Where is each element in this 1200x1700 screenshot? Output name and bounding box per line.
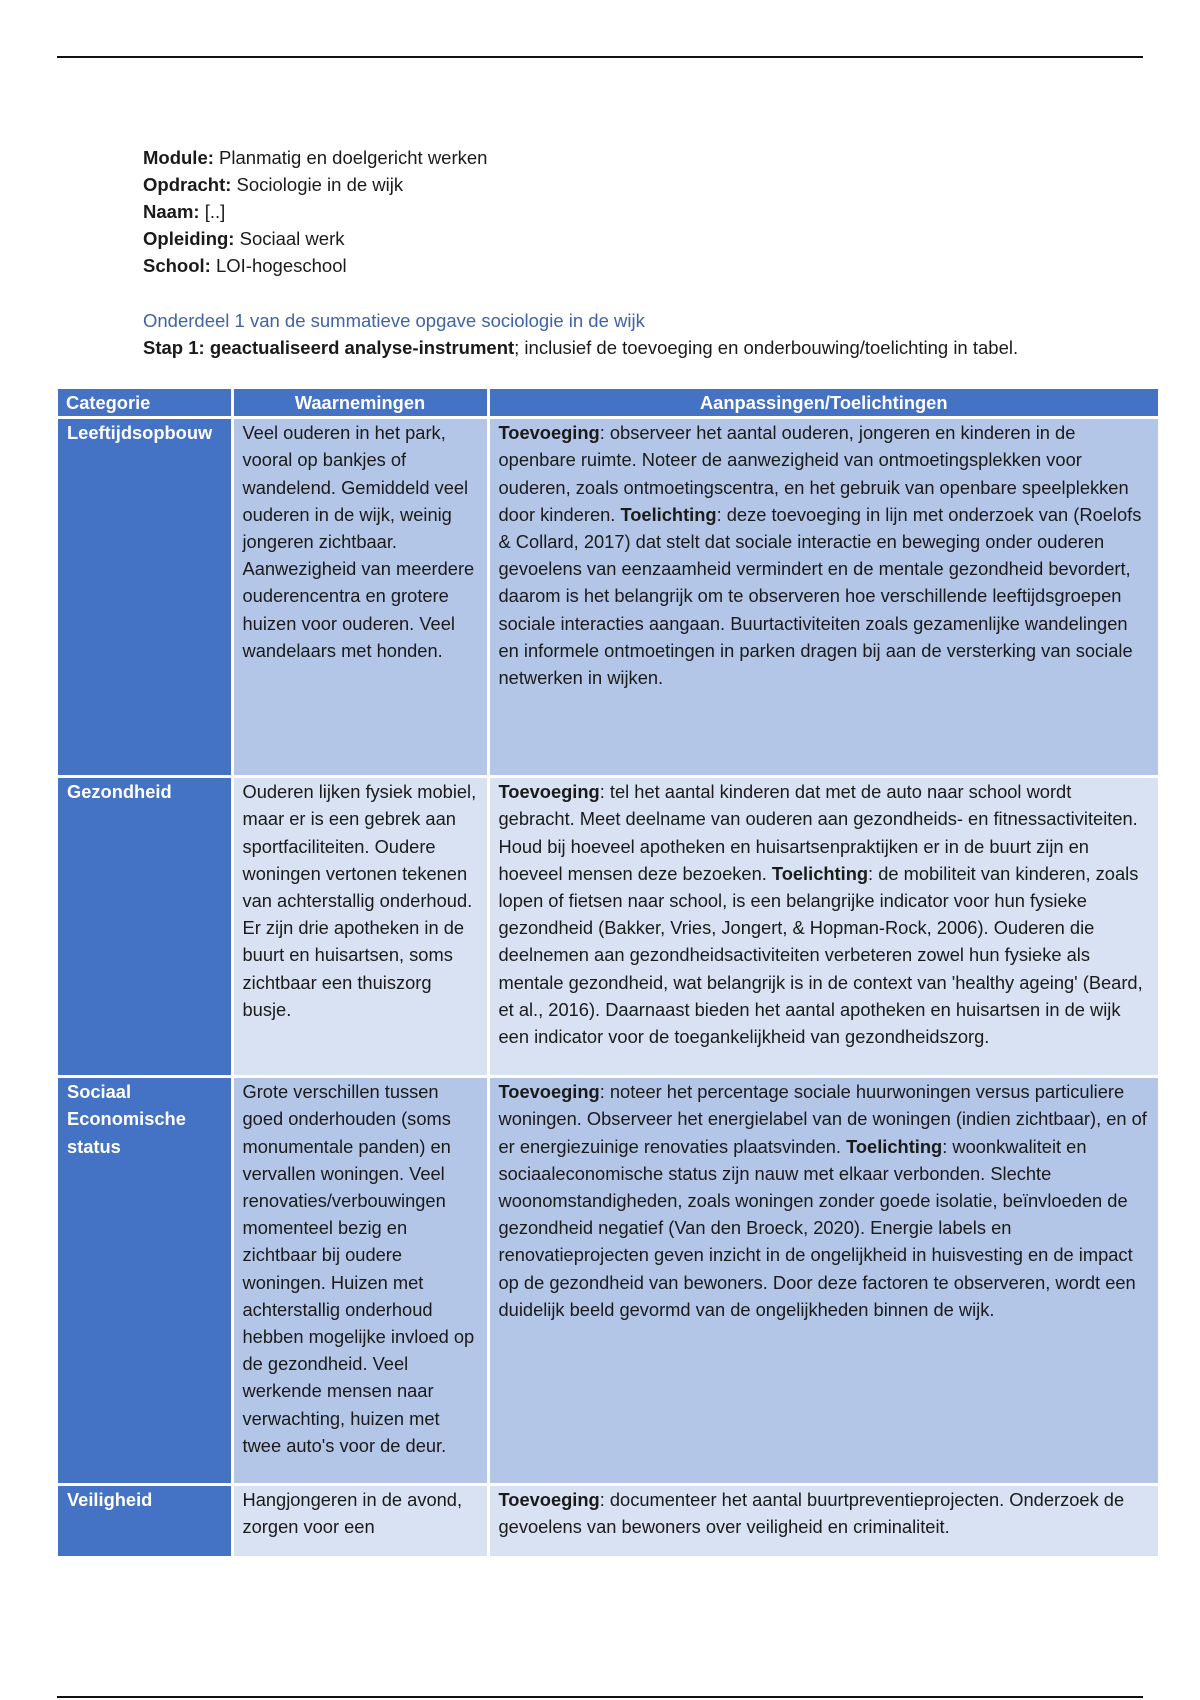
row-category: Gezondheid <box>58 777 232 1077</box>
table-row <box>58 777 1158 1077</box>
meta-school: School: LOI-hogeschool <box>143 255 347 276</box>
table-row <box>58 418 1158 777</box>
meta-naam: Naam: [..] <box>143 201 226 222</box>
row-adjustment: Toevoeging: documenteer het aantal buurtpreventieprojecten. Onderzoek de gevoelens van bewoners over veiligheid en criminaliteit. <box>488 1485 1158 1557</box>
footer-rule <box>57 1696 1143 1698</box>
meta-opdracht: Opdracht: Sociologie in de wijk <box>143 174 404 195</box>
document-meta <box>143 144 487 279</box>
step-heading: Stap 1: geactualiseerd analyse-instrument; inclusief de toevoeging en onderbouwing/toelichting in tabel. <box>143 337 1019 358</box>
row-observation: Grote verschillen tussen goed onderhouden (soms monumentale panden) en vervallen woningen. Veel renovaties/verbouwingen momenteel bezig en zichtbaar bij oudere woningen. Huizen met achterstallig onderhoud hebben mogelijke invloed op de gezondheid. Veel werkende mensen naar verwachting, huizen met twee auto's voor de deur. <box>232 1077 488 1485</box>
header-waarnemingen: Waarnemingen <box>232 389 488 418</box>
row-adjustment: Toevoeging: observeer het aantal ouderen, jongeren en kinderen in de openbare ruimte. Noteer de aanwezigheid van ontmoetingsplekken voor ouderen, zoals ontmoetingscentra, en het gebruik van openbare speelplekken door kinderen. Toelichting: deze toevoeging in lijn met onderzoek van (Roelofs & Collard, 2017) dat stelt dat sociale interactie en beweging onder ouderen gevoelens van eenzaamheid vermindert en de mentale gezondheid bevordert, daarom is het belangrijk om te observeren hoe verschillende leeftijdsgroepen sociale interacties aangaan. Buurtactiviteiten zoals gezamenlijke wandelingen en informele ontmoetingen in parken dragen bij aan de versterking van sociale netwerken in wijken. <box>488 418 1158 777</box>
header-categorie: Categorie <box>58 389 232 418</box>
row-adjustment: Toevoeging: tel het aantal kinderen dat met de auto naar school wordt gebracht. Meet deelname van ouderen aan gezondheids- en fitnessactiviteiten. Houd bij hoeveel apotheken en huisartsenpraktijken er in de buurt zijn en hoeveel mensen deze bezoeken. Toelichting: de mobiliteit van kinderen, zoals lopen of fietsen naar school, is een belangrijke indicator voor hun fysieke gezondheid (Bakker, Vries, Jongert, & Hopman-Rock, 2006). Ouderen die deelnemen aan gezondheidsactiviteiten verbeteren zowel hun fysieke als mentale gezondheid, wat belangrijk is in de context van 'healthy ageing' (Beard, et al., 2016). Daarnaast bieden het aantal apotheken en huisartsen in de wijk een indicator voor de toegankelijkheid van gezondheidszorg. <box>488 777 1158 1077</box>
meta-module: Module: Planmatig en doelgericht werken <box>143 147 488 168</box>
header-rule <box>57 56 1143 58</box>
row-adjustment: Toevoeging: noteer het percentage sociale huurwoningen versus particuliere woningen. Observeer het energielabel van de woningen (indien zichtbaar), en of er energiezuinige renovaties plaatsvinden. Toelichting: woonkwaliteit en sociaaleconomische status zijn nauw met elkaar verbonden. Slechte woonomstandigheden, zoals woningen zonder goede isolatie, beïnvloeden de gezondheid negatief (Van den Broeck, 2020). Energie labels en renovatieprojecten geven inzicht in de ongelijkheid in huisvesting en de impact op de gezondheid van bewoners. Door deze factoren te observeren, wordt een duidelijk beeld gevormd van de ongelijkheden binnen de wijk. <box>488 1077 1158 1485</box>
header-aanpassingen: Aanpassingen/Toelichtingen <box>488 389 1158 418</box>
table-row <box>58 1485 1158 1557</box>
row-observation: Hangjongeren in de avond, zorgen voor een <box>232 1485 488 1557</box>
row-observation: Veel ouderen in het park, vooral op bankjes of wandelend. Gemiddeld veel ouderen in de wijk, weinig jongeren zichtbaar. Aanwezigheid van meerdere ouderencentra en grotere huizen voor ouderen. Veel wandelaars met honden. <box>232 418 488 777</box>
row-category: Sociaal Economische status <box>58 1077 232 1485</box>
row-category: Leeftijdsopbouw <box>58 418 232 777</box>
section-title: Onderdeel 1 van de summatieve opgave sociologie in de wijk <box>143 310 645 331</box>
table-row <box>58 1077 1158 1485</box>
table-header-row <box>58 389 1158 418</box>
analysis-table <box>58 389 1158 1556</box>
row-category: Veiligheid <box>58 1485 232 1557</box>
meta-opleiding: Opleiding: Sociaal werk <box>143 228 345 249</box>
row-observation: Ouderen lijken fysiek mobiel, maar er is een gebrek aan sportfaciliteiten. Oudere woningen vertonen tekenen van achterstallig onderhoud. Er zijn drie apotheken in de buurt en huisartsen, soms zichtbaar een thuiszorg busje. <box>232 777 488 1077</box>
